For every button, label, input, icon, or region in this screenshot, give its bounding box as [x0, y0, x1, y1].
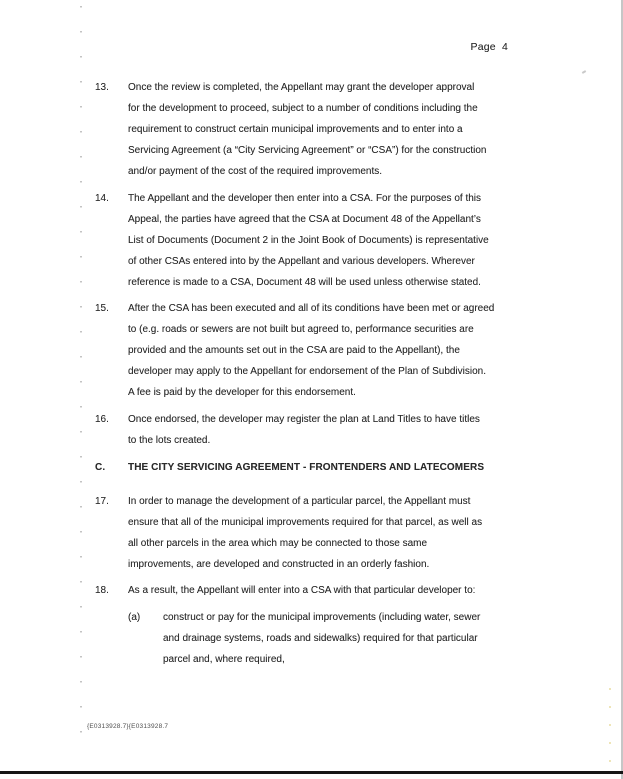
document-body	[95, 77, 515, 675]
text-line: all other parcels in the area which may be connected to those same	[128, 537, 428, 549]
paragraph-lines	[163, 607, 509, 670]
footer-stamp: {E0313928.7}{E0313928.7	[87, 723, 169, 730]
text-line: List of Documents (Document 2 in the Joint Book of Documents) is representative	[128, 234, 489, 246]
paragraph-marker: 13.	[95, 82, 109, 93]
text-line: to (e.g. roads or sewers are not built but agreed to, performance securities are	[128, 324, 474, 335]
text-line: and drainage systems, roads and sidewalks) required for that particular	[163, 632, 478, 644]
text-line: Once endorsed, the developer may register the plan at Land Titles to have titles	[128, 413, 480, 425]
paragraph-lines	[128, 188, 509, 293]
text-line: improvements, are developed and constructed in an orderly fashion.	[128, 558, 430, 570]
text-line: Appeal, the parties have agreed that the CSA at Document 48 of the Appellant’s	[128, 213, 481, 225]
paragraph	[95, 580, 515, 601]
text-line: developer may apply to the Appellant for endorsement of the Plan of Subdivision.	[128, 366, 487, 377]
text-line: parcel and, where required,	[163, 653, 285, 665]
scan-artifact-right-edge	[621, 0, 623, 779]
text-line: Servicing Agreement (a “City Servicing Agreement” or “CSA”) for the construction	[128, 145, 487, 156]
section-heading	[95, 457, 515, 478]
paragraph-marker: 18.	[95, 585, 109, 596]
text-line: reference is made to a CSA, Document 48 will be used unless otherwise stated.	[128, 276, 481, 288]
paragraph-lines	[128, 491, 509, 575]
scan-artifact-stray-mark	[582, 70, 586, 74]
paragraph-marker: C.	[95, 461, 106, 473]
paragraph-lines	[128, 77, 509, 182]
text-line: Once the review is completed, the Appellant may grant the developer approval	[128, 82, 475, 93]
scan-artifact-dotted-line	[80, 6, 82, 754]
paragraph-lines	[128, 409, 509, 451]
text-line: of other CSAs entered into by the Appellant and various developers. Wherever	[128, 255, 475, 267]
paragraph-marker: 14.	[95, 192, 109, 204]
text-line: A fee is paid by the developer for this endorsement.	[128, 387, 356, 398]
text-line: THE CITY SERVICING AGREEMENT - FRONTENDERS AND LATECOMERS	[128, 461, 485, 473]
text-line: to the lots created.	[128, 434, 211, 446]
paragraph	[95, 188, 515, 293]
scan-artifact-yellow-dots	[609, 688, 611, 770]
paragraph	[128, 607, 515, 670]
text-line: After the CSA has been executed and all of its conditions have been met or agreed	[128, 303, 495, 314]
text-line: In order to manage the development of a particular parcel, the Appellant must	[128, 495, 471, 507]
scan-artifact-bottom-line	[0, 771, 623, 774]
paragraph-lines	[128, 298, 509, 403]
paragraph-marker: 15.	[95, 303, 109, 314]
text-line: construct or pay for the municipal improvements (including water, sewer	[163, 611, 481, 623]
text-line: for the development to proceed, subject to a number of conditions including the	[128, 103, 478, 114]
text-line: and/or payment of the cost of the required improvements.	[128, 166, 383, 177]
text-line: requirement to construct certain municipal improvements and to enter into a	[128, 124, 463, 135]
page-number: Page 4	[470, 41, 508, 53]
paragraph	[95, 77, 515, 182]
paragraph	[95, 409, 515, 451]
paragraph-lines	[128, 457, 509, 478]
paragraph-lines	[128, 580, 509, 601]
text-line: As a result, the Appellant will enter into a CSA with that particular developer to:	[128, 585, 476, 596]
paragraph-marker: 17.	[95, 495, 109, 507]
paragraph-marker: (a)	[128, 611, 141, 623]
text-line: provided and the amounts set out in the CSA are paid to the Appellant), the	[128, 345, 460, 356]
text-line: The Appellant and the developer then enter into a CSA. For the purposes of this	[128, 192, 482, 204]
paragraph	[95, 491, 515, 575]
text-line: ensure that all of the municipal improvements required for that parcel, as well as	[128, 516, 483, 528]
paragraph-marker: 16.	[95, 413, 109, 425]
paragraph	[95, 298, 515, 403]
